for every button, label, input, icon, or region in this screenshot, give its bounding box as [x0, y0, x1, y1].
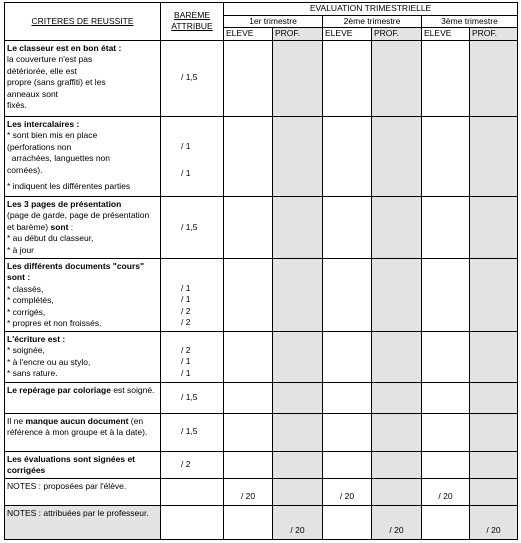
bareme-cell — [161, 116, 224, 196]
prof-header-3: PROF. — [470, 28, 518, 41]
bareme-header-line1: BAREME — [174, 9, 210, 20]
score-cell-eleve[interactable] — [323, 451, 372, 478]
eleve-header-1: ELEVE — [224, 28, 273, 41]
score-cell-eleve[interactable] — [224, 451, 273, 478]
criterion-title: manque aucun document — [25, 415, 129, 426]
score-cell-prof[interactable] — [273, 116, 323, 196]
criterion-ecriture — [5, 331, 161, 382]
bareme-cell — [161, 258, 224, 331]
criterion-classeur — [5, 40, 161, 116]
bareme-value: / 2 — [181, 317, 191, 327]
criterion-title: L'écriture est : — [7, 333, 66, 344]
score-cell-eleve[interactable] — [422, 413, 470, 451]
score-cell-eleve[interactable] — [422, 451, 470, 478]
score-cell-prof[interactable] — [273, 331, 323, 382]
table-row — [5, 258, 518, 331]
bareme-value: / 2 — [181, 458, 191, 469]
bareme-value: / 1,5 — [181, 426, 198, 437]
score-cell-prof[interactable] — [273, 196, 323, 258]
score-cell-eleve[interactable] — [323, 116, 372, 196]
criterion-line: * sont bien mis en place — [7, 130, 98, 140]
criterion-line: * corrigés, — [7, 306, 46, 317]
score-cell-prof[interactable] — [372, 196, 422, 258]
score-cell-prof[interactable] — [273, 258, 323, 331]
score-cell-eleve[interactable] — [224, 258, 273, 331]
score-cell-eleve[interactable] — [422, 382, 470, 413]
score-cell-eleve[interactable] — [422, 331, 470, 382]
notes-prof-row — [5, 505, 518, 539]
table-row — [5, 413, 518, 451]
score-cell-prof[interactable] — [470, 451, 518, 478]
score-cell-prof[interactable] — [470, 413, 518, 451]
bareme-value: / 1,5 — [181, 391, 198, 402]
criterion-line: (page de garde, page de présentation et barème) — [7, 210, 150, 232]
criterion-title: Les 3 pages de présentation — [7, 198, 122, 209]
criterion-intercalaires — [5, 116, 161, 196]
score-cell-eleve[interactable] — [422, 196, 470, 258]
score-cell-prof[interactable] — [470, 258, 518, 331]
score-cell-eleve[interactable] — [323, 40, 372, 116]
trimester-2-header: 2ème trimestre — [323, 15, 422, 28]
bareme-value: / 2 — [181, 344, 191, 355]
criterion-line: * propres et non froissés. — [7, 318, 102, 328]
criterion-line: est soigné. — [113, 384, 155, 395]
score-cell-eleve[interactable] — [323, 258, 372, 331]
table-row — [5, 40, 518, 116]
bareme-header — [161, 3, 224, 41]
table-row — [5, 196, 518, 258]
score-cell-prof[interactable] — [372, 451, 422, 478]
score-cell-prof[interactable] — [372, 116, 422, 196]
score-cell-prof[interactable] — [372, 413, 422, 451]
criterion-cours: Les différents documents "cours" sont : * classés, * complétés, * corrigés, * propres et non froissés. — [5, 258, 161, 331]
table-row — [5, 382, 518, 413]
score-cell-prof — [372, 478, 422, 505]
score-cell-prof[interactable] — [273, 451, 323, 478]
trimester-1-header: 1er trimestre — [224, 15, 323, 28]
bareme-cell — [161, 413, 224, 451]
table-row — [5, 451, 518, 478]
bareme-value: / 1 — [181, 282, 191, 293]
bareme-value: / 1,5 — [181, 72, 198, 83]
bareme-value: / 1 — [181, 140, 191, 151]
eleve-score-t3[interactable]: / 20 — [422, 478, 470, 505]
score-cell-prof[interactable] — [273, 382, 323, 413]
bareme-value: / 1 — [181, 367, 191, 378]
score-cell-prof[interactable] — [372, 382, 422, 413]
bareme-cell — [161, 382, 224, 413]
bareme-value: / 1 — [181, 294, 191, 304]
score-cell-prof[interactable] — [372, 40, 422, 116]
criterion-line: la couverture n'est pas — [7, 54, 93, 64]
bareme-value: / 1 — [181, 356, 191, 366]
evaluation-header: EVALUATION TRIMESTRIELLE — [224, 3, 518, 16]
eleve-score-t2[interactable]: / 20 — [323, 478, 372, 505]
bareme-value: / 1,5 — [181, 221, 198, 232]
notes-eleve-row — [5, 478, 518, 505]
score-cell-prof[interactable] — [470, 40, 518, 116]
criterion-line: * indiquent les différentes parties — [7, 181, 131, 191]
score-cell-prof[interactable] — [372, 258, 422, 331]
criterion-line: anneaux sont — [7, 88, 59, 99]
score-cell-prof[interactable] — [470, 382, 518, 413]
bareme-value: / 2 — [181, 305, 191, 316]
score-cell-prof — [273, 478, 323, 505]
notes-prof-label: NOTES : attribuées par le professeur. — [5, 505, 161, 539]
score-cell-eleve[interactable] — [323, 382, 372, 413]
bareme-cell — [161, 40, 224, 116]
evaluation-table — [4, 2, 518, 540]
criterion-line: * à l'encre ou au stylo, — [7, 356, 91, 367]
score-cell-eleve[interactable] — [224, 331, 273, 382]
eleve-header-3: ELEVE — [422, 28, 470, 41]
criterion-title: Les intercalaires : — [7, 118, 80, 129]
score-cell-eleve[interactable] — [323, 196, 372, 258]
bareme-cell — [161, 505, 224, 539]
criterion-line: (en référence à mon groupe et à la date). — [7, 415, 148, 437]
criterion-line: (perforations non — [7, 141, 72, 152]
prof-header-1: PROF. — [273, 28, 323, 41]
criterion-line: * sans rature. — [7, 368, 58, 378]
score-cell-eleve[interactable] — [422, 116, 470, 196]
eleve-header-2: ELEVE — [323, 28, 372, 41]
prof-header-2: PROF. — [372, 28, 422, 41]
score-cell-eleve[interactable] — [422, 258, 470, 331]
criterion-line: arrachées, languettes non — [7, 153, 111, 163]
criterion-line: détériorée, elle est — [7, 65, 77, 76]
score-cell-eleve — [224, 505, 273, 539]
score-cell-eleve[interactable] — [224, 116, 273, 196]
score-cell-eleve[interactable] — [224, 413, 273, 451]
criterion-manque — [5, 413, 161, 451]
score-cell-prof[interactable] — [470, 331, 518, 382]
score-cell-prof — [470, 478, 518, 505]
prof-score-t2[interactable]: / 20 — [372, 505, 422, 539]
criterion-line: * classés, — [7, 283, 44, 294]
table-row — [5, 116, 518, 196]
criterion-title: sont — [50, 221, 69, 232]
criterion-title: Les différents documents "cours" sont — [7, 260, 145, 282]
criterion-line: * soignée, — [7, 345, 45, 355]
criterion-line: propre (sans graffiti) et les — [7, 77, 106, 87]
score-cell-prof[interactable] — [470, 116, 518, 196]
score-cell-eleve[interactable] — [323, 413, 372, 451]
criterion-reperage — [5, 382, 161, 413]
criterion-line: fixés. — [7, 100, 27, 110]
bareme-cell — [161, 478, 224, 505]
score-cell-prof[interactable] — [273, 40, 323, 116]
bareme-cell — [161, 331, 224, 382]
score-cell-eleve — [323, 505, 372, 539]
prof-score-t3[interactable]: / 20 — [470, 505, 518, 539]
criterion-title: Le classeur est en bon état : — [7, 42, 122, 53]
criterion-evaluations: Les évaluations sont signées et corrigées — [5, 451, 161, 478]
bareme-value: / 1 — [181, 168, 191, 178]
score-cell-prof[interactable] — [372, 331, 422, 382]
criterion-line: * complétés, — [7, 295, 54, 305]
score-cell-prof[interactable] — [273, 413, 323, 451]
score-cell-eleve[interactable] — [323, 331, 372, 382]
score-cell-eleve[interactable] — [422, 40, 470, 116]
notes-eleve-label: NOTES : proposées par l'élève. — [5, 478, 161, 505]
score-cell-eleve[interactable] — [224, 40, 273, 116]
table-row — [5, 331, 518, 382]
bareme-cell — [161, 451, 224, 478]
score-cell-prof[interactable] — [470, 196, 518, 258]
score-cell-eleve[interactable] — [224, 196, 273, 258]
criterion-title: Le repérage par coloriage — [7, 384, 111, 395]
eleve-score-t1[interactable]: / 20 — [224, 478, 273, 505]
prof-score-t1[interactable]: / 20 — [273, 505, 323, 539]
score-cell-eleve — [422, 505, 470, 539]
bareme-header-line2: ATTRIBUE — [171, 21, 213, 32]
score-cell-eleve[interactable] — [224, 382, 273, 413]
criterion-line: * au début du classeur, — [7, 233, 94, 243]
criterion-line: cornées). — [7, 164, 43, 175]
criteria-header: CRITERES DE REUSSITE — [5, 3, 161, 41]
criterion-line: * à jour — [7, 244, 34, 255]
criterion-presentation: Les 3 pages de présentation (page de garde, page de présentation et barème) sont : * au début du classeur, * à jour — [5, 196, 161, 258]
trimester-3-header: 3ème trimestre — [422, 15, 518, 28]
criterion-line: Il ne — [7, 415, 24, 426]
bareme-cell — [161, 196, 224, 258]
